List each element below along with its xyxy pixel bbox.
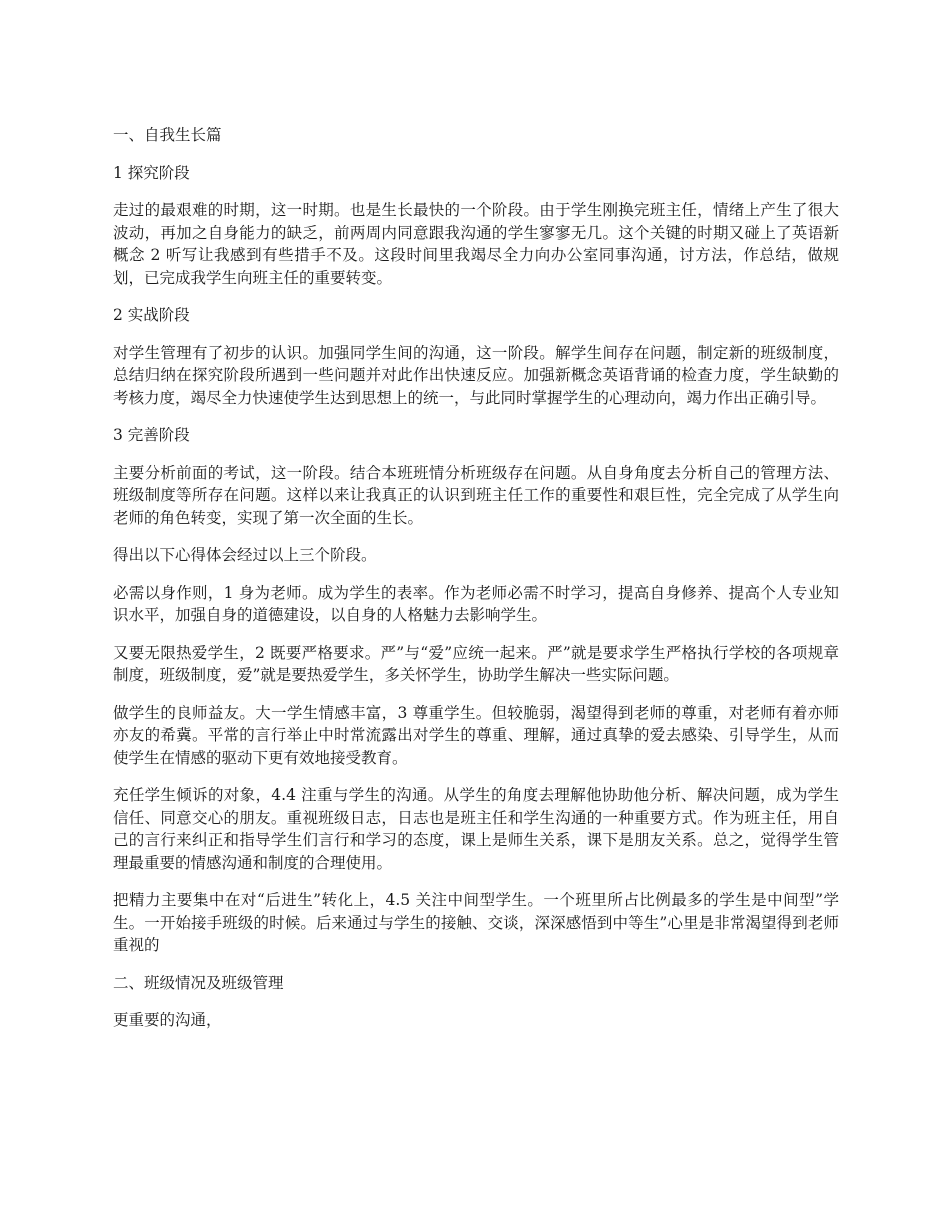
paragraph-improvement: 主要分析前面的考试，这一阶段。结合本班班情分析班级存在问题。从自身角度去分析自己的管理方法、班级制度等所存在问题。这样以来让我真正的认识到班主任工作的重要性和艰巨性，完全完成了从学生向老师的角色转变，实现了第一次全面的生长。 [113, 463, 839, 527]
subheading-exploration-stage: 1 探究阶段 [113, 163, 190, 182]
paragraph-exploration: 走过的最艰难的时期，这一时期。也是生长最快的一个阶段。由于学生刚换完班主任，情绪上产生了很大波动，再加之自身能力的缺乏，前两周内同意跟我沟通的学生寥寥无几。这个关键的时期又碰上了英语新概念 2 听写让我感到有些措手不及。这段时间里我竭尽全力向办公室同事沟通，讨方法，作总结，做规划，已完成我学生向班主任的重要转变。 [113, 201, 839, 287]
paragraph-practice: 对学生管理有了初步的认识。加强同学生间的沟通，这一阶段。解学生间存在问题，制定新的班级制度，总结归纳在探究阶段所遇到一些问题并对此作出快速反应。加强新概念英语背诵的检查力度，学生缺勤的考核力度，竭尽全力快速使学生达到思想上的统一，与此同时掌握学生的心理动向，竭力作出正确引导。 [113, 343, 839, 407]
subheading-improvement-stage: 3 完善阶段 [113, 426, 190, 444]
paragraph-lead-by-example: 必需以身作则，1 身为老师。成为学生的表率。作为老师必需不时学习，提高自身修养、提高个人专业知识水平，加强自身的道德建设，以自身的人格魅力去影响学生。 [113, 583, 839, 624]
subheading-practice-stage: 2 实战阶段 [113, 306, 190, 324]
document-page [113, 124, 839, 1047]
section-heading-self-growth: 一、自我生长篇 [113, 126, 222, 144]
paragraph-conclusion-intro: 得出以下心得体会经过以上三个阶段。 [113, 546, 377, 564]
paragraph-respect-students: 做学生的良师益友。大一学生情感丰富，3 尊重学生。但较脆弱，渴望得到老师的尊重，对老师有着亦师亦友的希冀。平常的言行举止中时常流露出对学生的尊重、理解，通过真挚的爱去感染、引导学生，从而使学生在情感的驱动下更有效地接受教育。 [113, 703, 839, 767]
paragraph-strict-and-love: 又要无限热爱学生，2 既要严格要求。严”与“爱”应统一起来。严”就是要求学生严格执行学校的各项规章制度，班级制度，爱”就是要热爱学生，多关怀学生，协助学生解决一些实际问题。 [113, 643, 839, 684]
paragraph-more-communication: 更重要的沟通， [113, 1011, 222, 1029]
paragraph-middle-students: 把精力主要集中在对“后进生”转化上，4.5 关注中间型学生。一个班里所占比例最多的学生是中间型”学生。一开始接手班级的时候。后来通过与学生的接触、交谈，深深感悟到中等生”心里是非常渴望得到老师重视的 [113, 891, 839, 954]
paragraph-communication: 充任学生倾诉的对象，4.4 注重与学生的沟通。从学生的角度去理解他协助他分析、解决问题，成为学生信任、同意交心的朋友。重视班级日志，日志也是班主任和学生沟通的一种重要方式。作为班主任，用自己的言行来纠正和指导学生们言行和学习的态度，课上是师生关系，课下是朋友关系。总之，觉得学生管理最重要的情感沟通和制度的合理使用。 [113, 786, 839, 872]
section-heading-class-management: 二、班级情况及班级管理 [113, 973, 284, 992]
